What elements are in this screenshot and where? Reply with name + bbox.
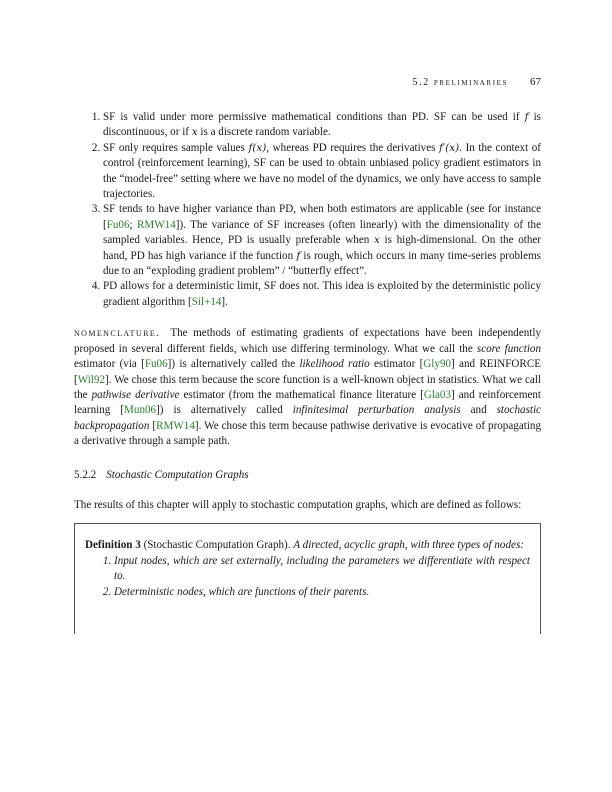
comparison-item-3: 3. SF tends to have higher variance than PD, when both estimators are applicable (see for instance [Fu06; RMW14]). The variance of SF increases (often linearly) with the dimensionality of the sampled variables. Hence, PD is usually preferable when x is high-dimensional. On the other hand, PD has high variance if the function f is rough, which occurs in many time-series problems due to an “exploding gradient problem” / “butterfly effect”. <box>103 202 541 279</box>
citation-link[interactable]: Sil+14 <box>191 295 222 308</box>
definition-item-1: 1. Input nodes, which are set externally, including the parameters we differentiate with respect to. <box>114 554 530 585</box>
subsection-number: 5.2.2 <box>74 468 97 481</box>
running-header <box>74 76 541 88</box>
header-section-title: 5.2 preliminaries <box>412 77 508 88</box>
math-inline: f′(x) <box>439 141 460 154</box>
page-number: 67 <box>530 76 541 88</box>
emphasized-term: infinitesimal perturbation analysis <box>292 404 461 417</box>
nomenclature-text: The methods of estimating gradients of expectations have been independently proposed in several different fields, which use differing terminology. What we call the score function estimator (via [Fu06]) is alternatively called the likelihood ratio estimator [Gly90] and REINFORCE [Wil92]. We chose this term because the score function is a well-known object in statistics. What we call the pathwise derivative estimator (from the mathematical finance literature [Gla03] and reinforcement learning [Mun06]) is alternatively called infinitesimal perturbation analysis and stochastic backpropagation [RMW14]. We chose this term because pathwise derivative is evocative of propagating a derivative through a sample path. <box>74 327 542 448</box>
math-inline: x <box>373 234 380 247</box>
comparison-list <box>74 110 541 310</box>
citation-link[interactable]: Wil92 <box>77 373 105 386</box>
page-body <box>74 110 541 634</box>
nomenclature-label: nomenclature. <box>74 327 161 340</box>
citation-link[interactable]: RMW14 <box>156 419 195 432</box>
definition-item-2: 2. Deterministic nodes, which are functions of their parents. <box>114 585 530 600</box>
comparison-item-4: 4. PD allows for a deterministic limit, SF does not. This idea is exploited by the deterministic policy gradient algorithm [Sil+14]. <box>103 279 541 310</box>
definition-list <box>85 554 530 600</box>
emphasized-term: stochastic backpropagation <box>74 404 541 432</box>
citation-link[interactable]: Mun06 <box>124 404 157 417</box>
emphasized-term: score function <box>476 342 541 355</box>
math-inline: x <box>191 126 198 139</box>
comparison-item-2: 2. SF only requires sample values f(x), whereas PD requires the derivatives f′(x). In the context of control (reinforcement learning), SF can be used to obtain unbiased policy gradient estimators in the “model-free” setting where we have no model of the dynamics, we only have access to sample trajectories. <box>103 141 541 203</box>
definition-box <box>74 523 541 634</box>
math-inline: f <box>524 111 529 123</box>
subsection-title: Stochastic Computation Graphs <box>106 468 249 481</box>
math-inline: f(x) <box>248 141 267 154</box>
definition-text: A directed, acyclic graph, with three types of nodes: <box>293 539 524 552</box>
emphasized-term: pathwise derivative <box>91 388 180 401</box>
comparison-item-1: 1. SF is valid under more permissive mathematical conditions than PD. SF can be used if f is discontinuous, or if x is a discrete random variable. <box>103 110 541 141</box>
subsection-heading <box>74 468 541 483</box>
citation-link[interactable]: RMW14 <box>136 218 176 231</box>
definition-statement <box>85 538 530 553</box>
definition-label: Definition 3 <box>85 539 141 552</box>
citation-link[interactable]: Gly90 <box>423 358 452 371</box>
citation-link[interactable]: Fu06 <box>106 218 130 231</box>
citation-link[interactable]: Gla03 <box>423 388 452 401</box>
intro-paragraph: The results of this chapter will apply to stochastic computation graphs, which are defined as follows: <box>74 498 522 511</box>
emphasized-term: likelihood ratio <box>299 358 370 371</box>
math-inline: f <box>296 249 301 262</box>
citation-link[interactable]: Fu06 <box>144 358 168 371</box>
nomenclature-paragraph <box>74 326 541 449</box>
definition-name: (Stochastic Computation Graph). <box>143 539 291 552</box>
